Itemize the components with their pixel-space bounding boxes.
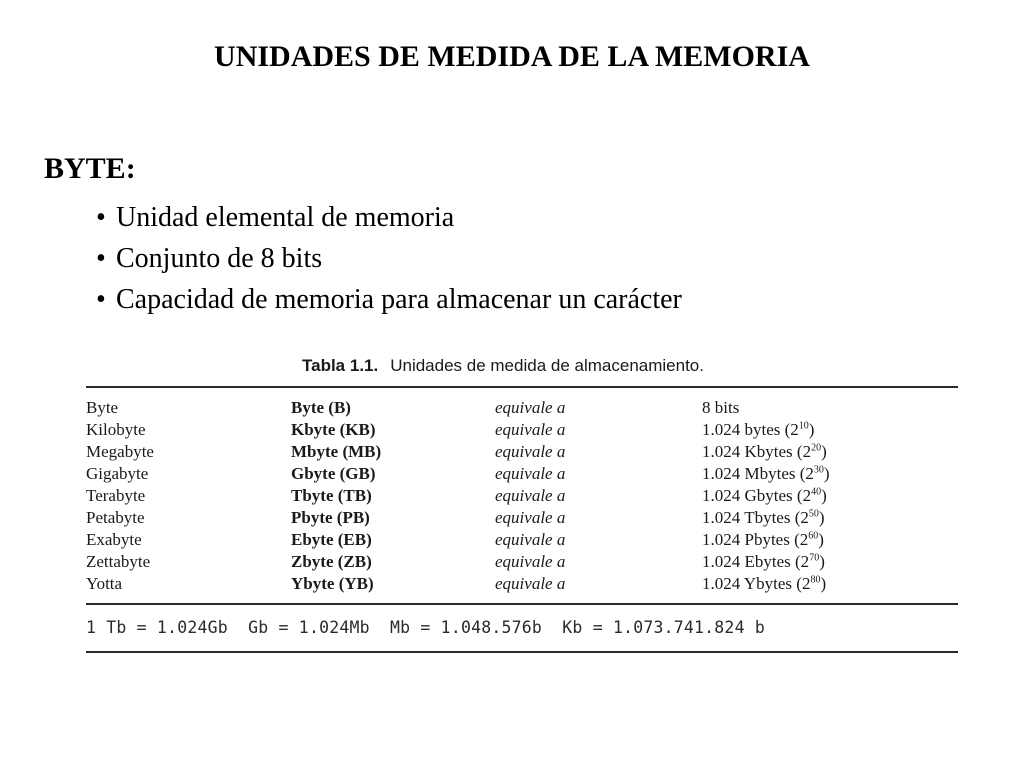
table-middle-rule: [86, 603, 958, 605]
bullet-item: [96, 197, 682, 238]
table-bottom-rule: [86, 651, 958, 653]
unit-abbreviation: Tbyte (TB): [291, 486, 372, 505]
table-row: [86, 398, 958, 420]
table-row: [86, 508, 958, 530]
unit-abbreviation: Kbyte (KB): [291, 420, 376, 439]
bullet-dot: •: [96, 202, 106, 233]
unit-name: Yotta: [86, 574, 123, 593]
unit-value: 1.024 Tbytes $(2^{50})$: [702, 508, 825, 527]
value-text: 1.024 Kbytes (2: [702, 442, 812, 461]
value-text: 1.024 Ebytes (2: [702, 552, 810, 571]
bullet-text: Capacidad de memoria para almacenar un carácter: [116, 284, 682, 315]
value-exponent: 70: [809, 552, 820, 564]
value-exponent: 30: [813, 464, 824, 476]
unit-value: 1.024 Kbytes $(2^{20})$: [702, 442, 827, 461]
equivalence-label: equivale a: [495, 486, 566, 505]
value-text: 1.024 Pbytes (2: [702, 530, 809, 549]
equivalence-label: equivale a: [495, 574, 566, 593]
value-exponent: 20: [811, 442, 822, 454]
unit-name: Gigabyte: [86, 464, 149, 483]
value-text: 1.024 Tbytes (2: [702, 508, 809, 527]
unit-abbreviation: Ebyte (EB): [291, 530, 372, 549]
value-exponent: 80: [810, 574, 821, 586]
unit-name: Zettabyte: [86, 552, 151, 571]
table-row: [86, 530, 958, 552]
unit-name: Kilobyte: [86, 420, 146, 439]
equivalence-label: equivale a: [495, 508, 566, 527]
value-text: 1.024 Mbytes (2: [702, 464, 814, 483]
value-text: 1.024 bytes (2: [702, 420, 799, 439]
table-row: [86, 420, 958, 442]
bullet-item: [96, 238, 682, 279]
unit-name: Exabyte: [86, 530, 142, 549]
value-text: 8 bits: [702, 398, 740, 417]
equivalence-label: equivale a: [495, 530, 566, 549]
unit-abbreviation: Gbyte (GB): [291, 464, 376, 483]
unit-value: 1.024 Gbytes $(2^{40})$: [702, 486, 827, 505]
bullet-text: Unidad elemental de memoria: [116, 202, 455, 233]
bullet-dot: •: [96, 243, 106, 274]
equivalence-label: equivale a: [495, 464, 566, 483]
equivalence-label: equivale a: [495, 552, 566, 571]
equivalence-label: equivale a: [495, 398, 566, 417]
table-row: [86, 552, 958, 574]
bullet-item: [96, 279, 682, 320]
unit-abbreviation: Pbyte (PB): [291, 508, 370, 527]
value-exponent: 60: [808, 530, 819, 542]
unit-value: [702, 398, 739, 418]
value-exponent: 40: [811, 486, 822, 498]
table-row: [86, 574, 958, 596]
table-caption-text: Unidades de medida de almacenamiento.: [390, 356, 704, 375]
unit-value: 1.024 Ybytes $(2^{80})$: [702, 574, 827, 593]
unit-abbreviation: Zbyte (ZB): [291, 552, 372, 571]
bullet-dot: •: [96, 284, 106, 315]
equivalence-label: equivale a: [495, 442, 566, 461]
bullet-list: [96, 197, 682, 320]
table-caption-number: Tabla 1.1.: [302, 356, 379, 375]
table-row: [86, 464, 958, 486]
unit-name: Petabyte: [86, 508, 145, 527]
bullet-text: Conjunto de 8 bits: [116, 243, 323, 274]
table-footnote: 1 Tb = 1.024Gb Gb = 1.024Mb Mb = 1.048.576b Kb = 1.073.741.824 b: [86, 618, 765, 637]
unit-abbreviation: Ybyte (YB): [291, 574, 374, 593]
unit-abbreviation: Mbyte (MB): [291, 442, 382, 461]
table-caption: [302, 356, 704, 376]
unit-value: 1.024 Ebytes $(2^{70})$: [702, 552, 825, 571]
section-heading: BYTE:: [44, 152, 136, 185]
page-title: UNIDADES DE MEDIDA DE LA MEMORIA: [214, 40, 810, 73]
table-top-rule: [86, 386, 958, 388]
unit-name: Terabyte: [86, 486, 146, 505]
unit-name: Megabyte: [86, 442, 154, 461]
value-text: 1.024 Gbytes (2: [702, 486, 812, 505]
value-text: 1.024 Ybytes (2: [702, 574, 811, 593]
equivalence-label: equivale a: [495, 420, 566, 439]
unit-abbreviation: Byte (B): [291, 398, 351, 417]
table-row: [86, 442, 958, 464]
table-row: [86, 486, 958, 508]
unit-name: Byte: [86, 398, 119, 417]
value-exponent: 50: [808, 508, 819, 520]
value-exponent: 10: [798, 420, 809, 432]
unit-value: 1.024 Pbytes $(2^{60})$: [702, 530, 824, 549]
unit-value: 1.024 bytes $(2^{10})$: [702, 420, 815, 439]
unit-value: 1.024 Mbytes $(2^{30})$: [702, 464, 830, 483]
units-table: [86, 398, 958, 596]
